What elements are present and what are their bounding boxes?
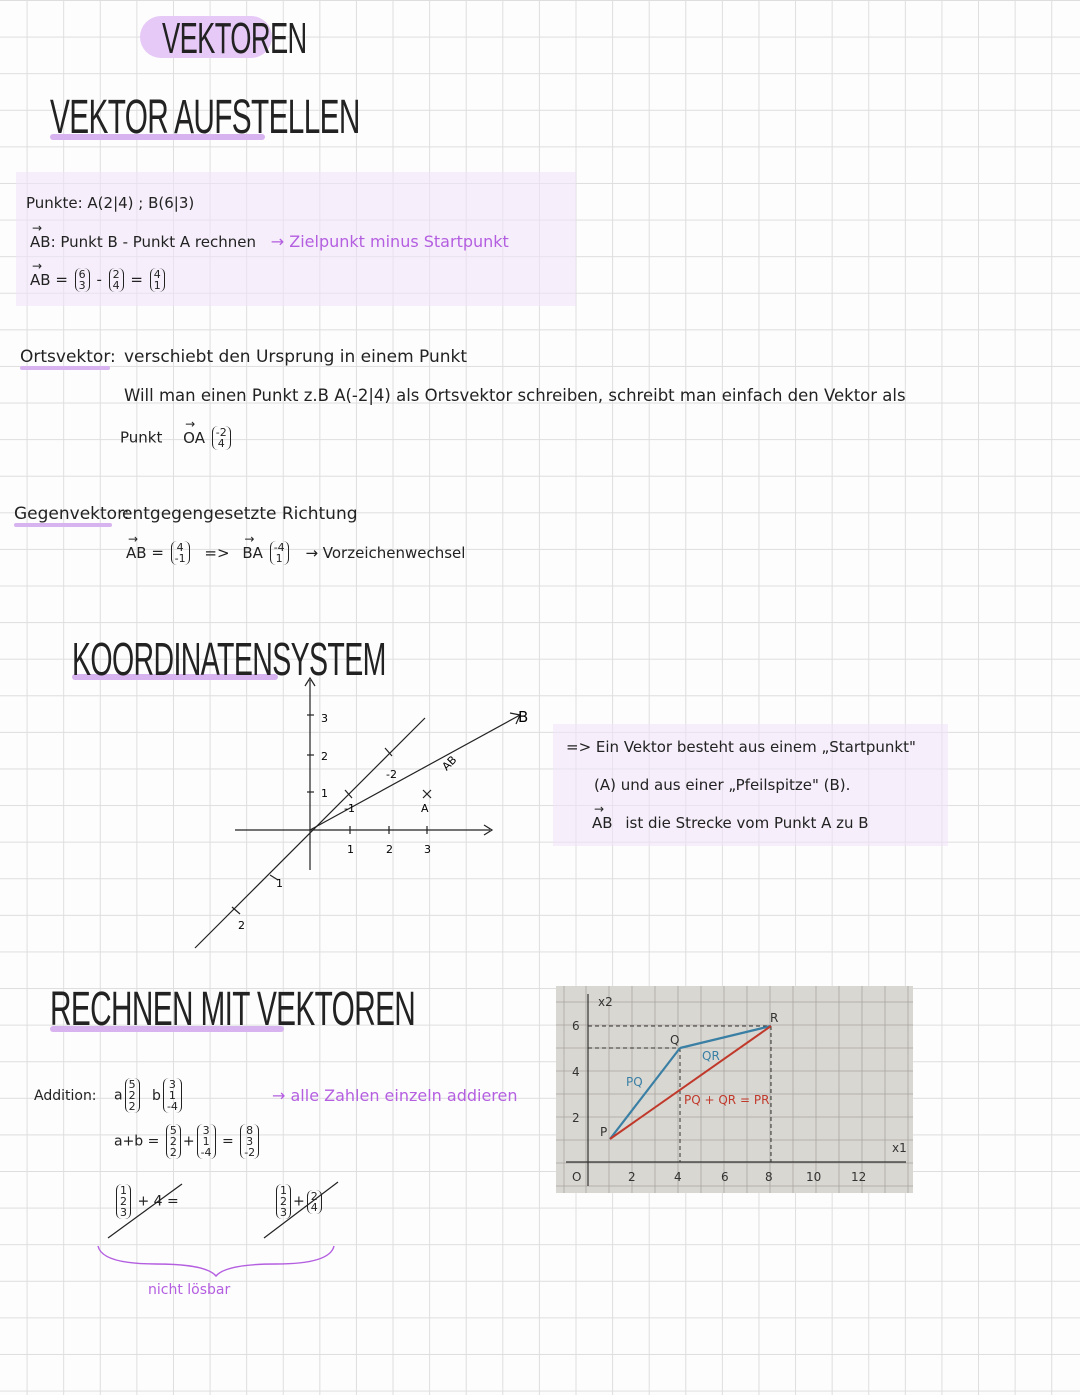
ortsvektor-line2: Will man einen Punkt z.B A(-2|4) als Ortsvektor schreiben, schreibt man einfach den Vektor als: [124, 386, 906, 405]
svg-text:4: 4: [674, 1170, 682, 1184]
ab-rule-text: : Punkt B - Punkt A rechnen: [50, 233, 256, 251]
punkte-line: Punkte: A(2|4) ; B(6|3): [26, 194, 195, 212]
addition-ab-line: a 5 2 2 b 3 1 -4: [114, 1078, 184, 1113]
tick-x2: 2: [386, 843, 393, 856]
textbook-figure-photo: [556, 986, 913, 1193]
tick-y1: 1: [321, 787, 328, 800]
svg-text:6: 6: [721, 1170, 729, 1184]
svg-text:R: R: [770, 1011, 779, 1025]
vector-addition-figure: [556, 986, 913, 1193]
svg-text:O: O: [572, 1170, 582, 1184]
ab-label: → AB: [30, 233, 51, 251]
svg-text:x1: x1: [892, 1141, 907, 1155]
heading-vektor-aufstellen: VEKTOR AUFSTELLEN: [50, 91, 360, 144]
ab-calc-label: → AB: [30, 271, 51, 289]
ab-vector: 4 -1: [171, 541, 190, 565]
svg-text:P: P: [600, 1125, 608, 1139]
svg-text:2: 2: [628, 1170, 636, 1184]
heading-koordinatensystem: KOORDINATENSYSTEM: [72, 633, 386, 685]
svg-text:2: 2: [572, 1111, 580, 1125]
svg-text:4: 4: [572, 1065, 580, 1079]
koordinaten-note-line3: → AB ist die Strecke vom Punkt A zu B: [592, 814, 869, 832]
vector-b3: 3 1 -4: [163, 1078, 182, 1113]
svg-text:8: 8: [765, 1170, 773, 1184]
ab-rule-note: → Zielpunkt minus Startpunkt: [270, 232, 509, 251]
svg-text:Q: Q: [670, 1033, 680, 1047]
heading-rechnen: RECHNEN MIT VEKTOREN: [50, 983, 416, 1036]
tick-z2: 2: [238, 919, 245, 932]
gegenvektor-label: Gegenvektor:: [14, 504, 130, 524]
svg-text:x2: x2: [598, 995, 613, 1009]
invalid-example-1: 1 2 3 + 4 =: [114, 1184, 179, 1219]
nicht-loesbar-note: nicht lösbar: [148, 1282, 231, 1298]
tick-x3: 3: [424, 843, 431, 856]
svg-text:PQ: PQ: [626, 1075, 643, 1089]
vector-b: 6 3: [75, 268, 90, 292]
addition-note: → alle Zahlen einzeln addieren: [272, 1086, 518, 1105]
addition-sum-line: a+b = 5 2 2 + 3 1 -4 = 8 3 -2: [114, 1124, 261, 1159]
ab-calc-line: → AB = 6 3 - 2 4 = 4 1: [30, 268, 167, 292]
oa-vector: -2 4: [212, 426, 231, 450]
koordinaten-note-line1: => Ein Vektor besteht aus einem „Startpunkt": [566, 738, 916, 756]
vector-a: 2 4: [109, 268, 124, 292]
svg-text:12: 12: [851, 1170, 867, 1184]
vector-result: 4 1: [150, 268, 165, 292]
tick-z1: 1: [276, 877, 283, 890]
tick-y2: 2: [321, 750, 328, 763]
svg-text:QR: QR: [702, 1049, 720, 1063]
vector-ab-label: AB: [439, 753, 460, 774]
addition-label: Addition:: [34, 1088, 97, 1104]
page-title: VEKTOREN: [162, 14, 307, 63]
oa-label: → OA: [183, 429, 205, 447]
tick-diag-neg2: -2: [386, 768, 397, 781]
point-b-label: B: [518, 708, 529, 726]
ab-rule-line: [30, 232, 509, 251]
ortsvektor-def: verschiebt den Ursprung in einem Punkt: [124, 347, 468, 367]
vector-sum: 8 3 -2: [240, 1124, 259, 1159]
svg-text:10: 10: [806, 1170, 822, 1184]
gegenvektor-line2: → AB = 4 -1 => → BA -4 1 → Vorzeichenwechsel: [126, 541, 465, 565]
tick-x1: 1: [347, 843, 354, 856]
gegenvektor-def: entgegengesetzte Richtung: [122, 504, 358, 524]
koordinaten-note-line2: (A) und aus einer „Pfeilspitze" (B).: [594, 776, 851, 794]
tick-neg1: -1: [344, 802, 355, 815]
tick-y3: 3: [321, 712, 328, 725]
svg-text:6: 6: [572, 1019, 580, 1033]
invalid-example-2: 1 2 3 + 2 4: [274, 1184, 324, 1219]
coordinate-sketch: [180, 670, 550, 960]
vector-a3: 5 2 2: [125, 1078, 140, 1113]
ba-vector: -4 1: [270, 541, 289, 565]
ortsvektor-label: Ortsvektor:: [20, 347, 116, 367]
ortsvektor-line3: Punkt → OA -2 4: [120, 426, 233, 450]
strike-lines: [96, 1172, 356, 1282]
svg-text:PQ + QR = PR: PQ + QR = PR: [684, 1093, 770, 1107]
point-a-label: A: [421, 802, 429, 815]
